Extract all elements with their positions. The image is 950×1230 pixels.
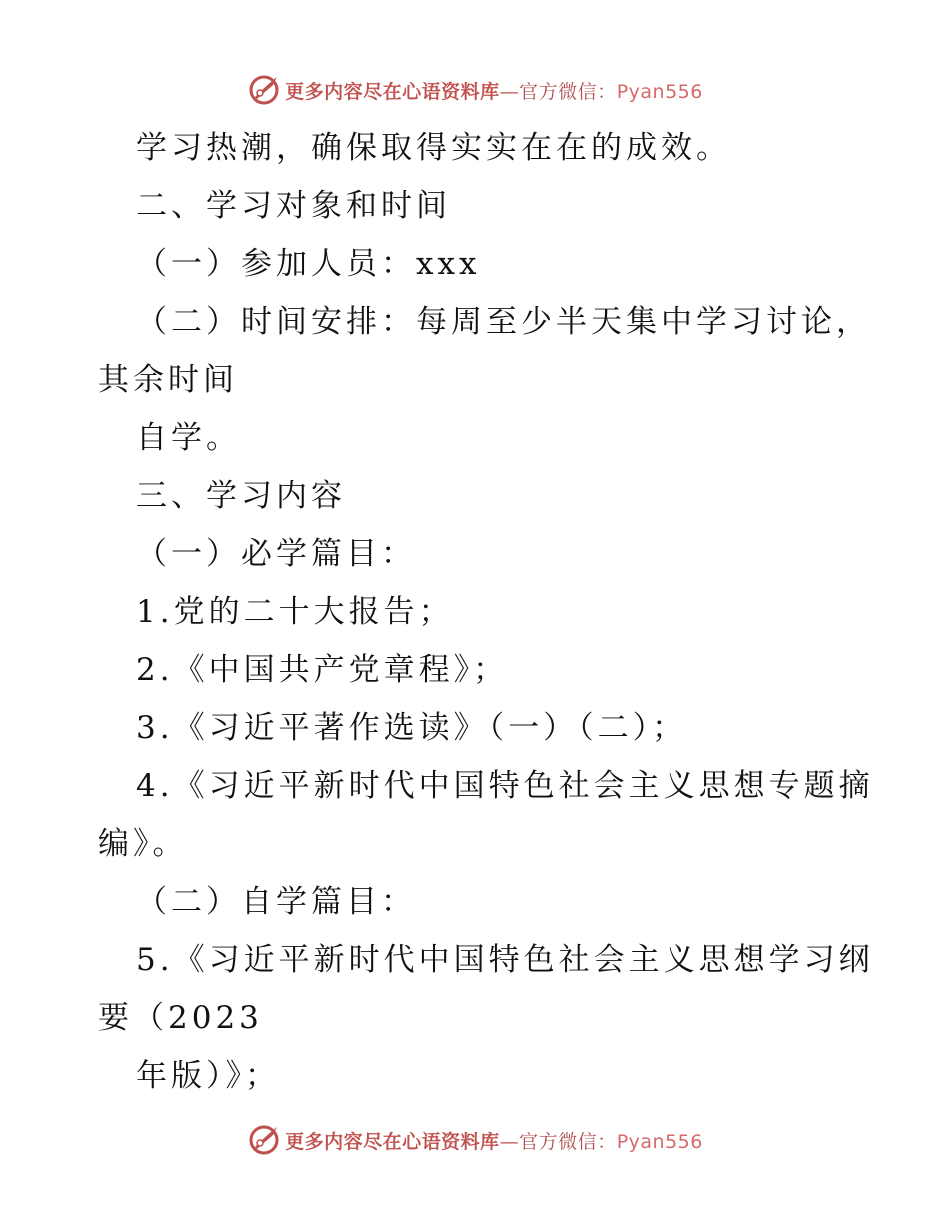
paragraph-line: （二）时间安排：每周至少半天集中学习讨论， bbox=[136, 304, 871, 340]
wechat-id: Pyan556 bbox=[616, 1130, 703, 1153]
wechat-label: 官方微信： bbox=[519, 80, 617, 103]
paragraph-line: 其余时间 bbox=[98, 362, 238, 398]
section-heading: 三、学习内容 bbox=[136, 478, 346, 514]
library-name: 更多内容尽在心语资料库 bbox=[285, 1130, 500, 1153]
section-heading: 二、学习对象和时间 bbox=[136, 188, 451, 224]
watermark-text bbox=[285, 1127, 703, 1154]
paragraph-line: 学习热潮，确保取得实实在在的成效。 bbox=[136, 130, 731, 166]
quill-logo-icon bbox=[247, 73, 281, 107]
banner-dash: — bbox=[499, 1130, 520, 1153]
list-item: 2.《中国共产党章程》； bbox=[136, 652, 509, 688]
quill-logo-icon bbox=[247, 1123, 281, 1157]
subsection-heading: （一）必学篇目： bbox=[136, 536, 416, 572]
library-name: 更多内容尽在心语资料库 bbox=[285, 80, 500, 103]
paragraph-line: （一）参加人员：xxx bbox=[136, 246, 481, 282]
wechat-label: 官方微信： bbox=[519, 1130, 617, 1153]
list-item-continuation: 年版）》； bbox=[136, 1058, 280, 1094]
subsection-heading: （二）自学篇目： bbox=[136, 884, 416, 920]
list-item: 5.《习近平新时代中国特色社会主义思想学习纲 bbox=[136, 942, 874, 978]
footer-watermark-banner bbox=[0, 1120, 950, 1160]
list-item-continuation: 编》。 bbox=[98, 826, 188, 862]
watermark-text bbox=[285, 77, 703, 104]
list-item: 4.《习近平新时代中国特色社会主义思想专题摘 bbox=[136, 768, 874, 804]
header-watermark-banner bbox=[0, 70, 950, 110]
banner-dash: — bbox=[499, 80, 520, 103]
wechat-id: Pyan556 bbox=[616, 80, 703, 103]
paragraph-line: 自学。 bbox=[136, 420, 241, 456]
list-item: 3.《习近平著作选读》（一）（二）； bbox=[136, 710, 688, 746]
list-item-continuation: 要（2023 bbox=[98, 1000, 263, 1036]
list-item: 1.党的二十大报告； bbox=[136, 594, 454, 630]
